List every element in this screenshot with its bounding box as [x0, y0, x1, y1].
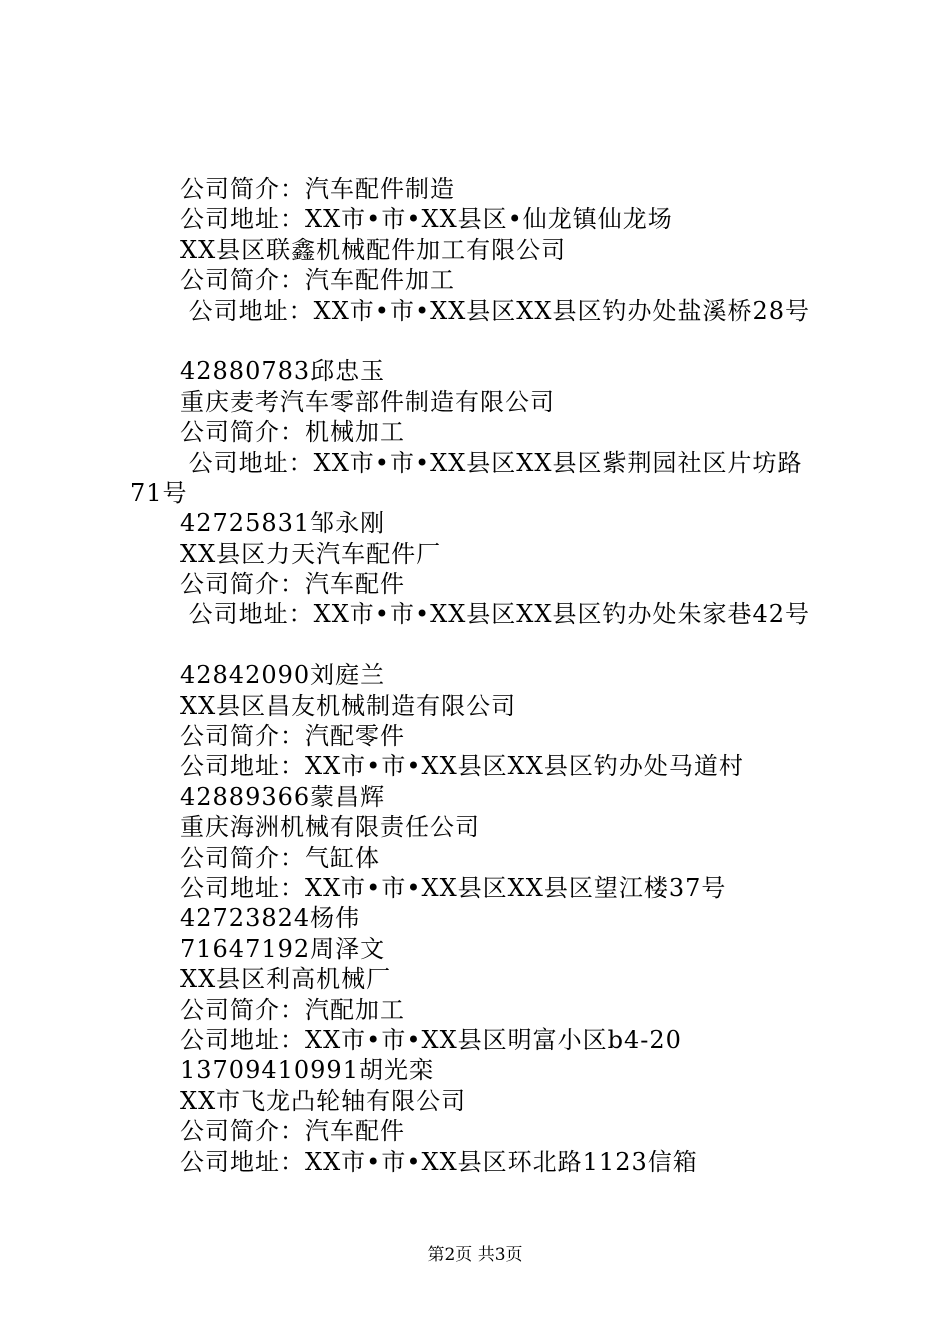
text-line: XX市飞龙凸轮轴有限公司 — [180, 1086, 467, 1115]
text-line: XX县区联鑫机械配件加工有限公司 — [180, 235, 567, 264]
text-line: 42889366蒙昌辉 — [180, 782, 386, 811]
blank-line — [130, 326, 850, 356]
text-line: XX县区利高机械厂 — [180, 965, 392, 994]
text-line: 13709410991胡光栾 — [180, 1056, 434, 1085]
text-line: 重庆海洲机械有限责任公司 — [180, 813, 480, 842]
text-line: 42880783邱忠玉 — [180, 357, 386, 386]
text-line: 公司简介：汽车配件制造 — [180, 175, 455, 203]
text-line: 公司简介：汽配零件 — [180, 722, 405, 751]
text-line: 公司简介：汽配加工 — [180, 995, 405, 1024]
text-line: 公司地址：XX市•市•XX县区XX县区钓办处朱家巷42号 — [180, 600, 810, 629]
text-line: 公司地址：XX市•市•XX县区XX县区紫荆园社区片坊路 — [180, 448, 803, 477]
text-line: 公司地址：XX市•市•XX县区环北路1123信箱 — [180, 1147, 698, 1176]
text-line: 公司地址：XX市•市•XX县区XX县区钓办处盐溪桥28号 — [180, 296, 810, 325]
text-line: 公司简介：气缸体 — [180, 843, 380, 872]
text-line: 42725831邹永刚 — [180, 509, 386, 538]
text-line: 71647192周泽文 — [180, 934, 386, 963]
text-line-continued: 71号 — [130, 478, 188, 507]
text-line: XX县区昌友机械制造有限公司 — [180, 691, 517, 720]
text-line: 公司地址：XX市•市•XX县区XX县区望江楼37号 — [180, 873, 727, 902]
text-line: 公司简介：汽车配件 — [180, 1117, 405, 1146]
page-footer: 第2页 共3页 — [427, 1245, 523, 1265]
text-line: 公司地址：XX市•市•XX县区XX县区钓办处马道村 — [180, 752, 744, 781]
text-line: 42842090刘庭兰 — [180, 661, 386, 690]
blank-line — [130, 630, 850, 660]
text-line: XX县区力天汽车配件厂 — [180, 539, 442, 568]
text-line: 公司地址：XX市•市•XX县区明富小区b4-20 — [180, 1025, 682, 1054]
text-line: 42723824杨伟 — [180, 904, 361, 933]
text-line: 公司地址：XX市•市•XX县区•仙龙镇仙龙场 — [180, 205, 673, 234]
text-line: 重庆麦考汽车零部件制造有限公司 — [180, 387, 555, 416]
text-line: 公司简介：机械加工 — [180, 418, 405, 447]
text-line: 公司简介：汽车配件 — [180, 570, 405, 599]
document-body — [130, 174, 850, 1177]
text-line: 公司简介：汽车配件加工 — [180, 266, 455, 295]
